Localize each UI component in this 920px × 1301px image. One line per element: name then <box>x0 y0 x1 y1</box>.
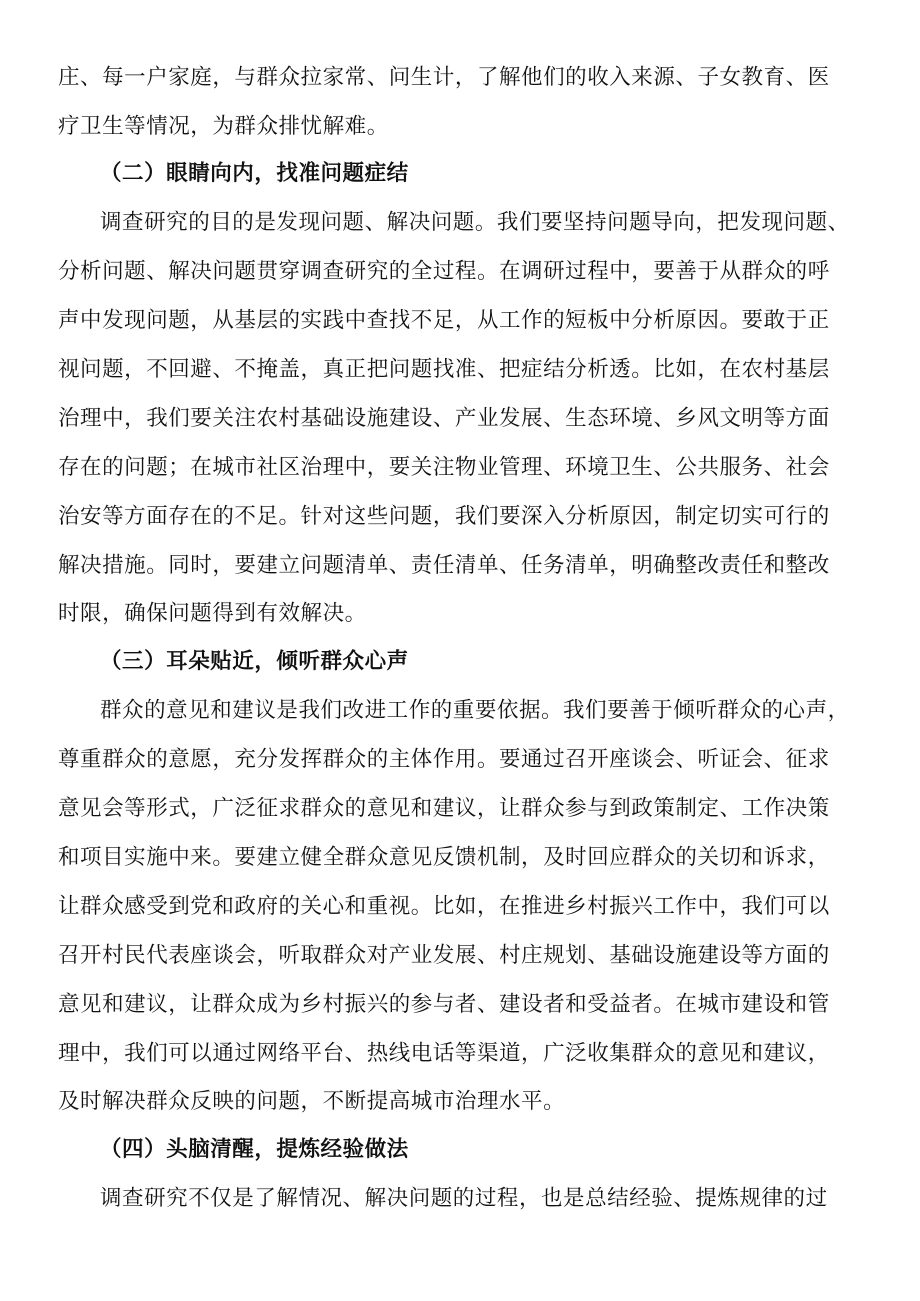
text-line: 群众的意见和建议是我们改进工作的重要依据。我们要善于倾听群众的心声， <box>100 698 850 723</box>
text-line: 意见和建议，让群众成为乡村振兴的参与者、建设者和受益者。在城市建设和管 <box>58 992 830 1017</box>
text-line: 分析问题、解决问题贯穿调查研究的全过程。在调研过程中，要善于从群众的呼 <box>58 259 830 284</box>
section-heading-4: （四）头脑清醒，提炼经验做法 <box>100 1137 409 1162</box>
text-line: 声中发现问题，从基层的实践中查找不足，从工作的短板中分析原因。要敢于正 <box>58 308 830 333</box>
text-line: 时限，确保问题得到有效解决。 <box>58 601 367 626</box>
text-line: 及时解决群众反映的问题，不断提高城市治理水平。 <box>58 1089 566 1114</box>
text-line: 存在的问题；在城市社区治理中，要关注物业管理、环境卫生、公共服务、社会 <box>58 455 830 480</box>
text-line: 意见会等形式，广泛征求群众的意见和建议，让群众参与到政策制定、工作决策 <box>58 796 830 821</box>
text-line: 调查研究的目的是发现问题、解决问题。我们要坚持问题导向，把发现问题、 <box>100 210 850 235</box>
text-line: 尊重群众的意愿，充分发挥群众的主体作用。要通过召开座谈会、听证会、征求 <box>58 747 830 772</box>
section-heading-3: （三）耳朵贴近，倾听群众心声 <box>100 649 409 674</box>
text-line: 治安等方面存在的不足。针对这些问题，我们要深入分析原因，制定切实可行的 <box>58 504 830 529</box>
text-line: 治理中，我们要关注农村基础设施建设、产业发展、生态环境、乡风文明等方面 <box>58 406 830 431</box>
text-line: 召开村民代表座谈会，听取群众对产业发展、村庄规划、基础设施建设等方面的 <box>58 943 830 968</box>
text-line: 调查研究不仅是了解情况、解决问题的过程，也是总结经验、提炼规律的过 <box>100 1186 828 1211</box>
text-line: 解决措施。同时，要建立问题清单、责任清单、任务清单，明确整改责任和整改 <box>58 553 830 578</box>
text-line: 疗卫生等情况，为群众排忧解难。 <box>58 114 389 139</box>
section-heading-2: （二）眼睛向内，找准问题症结 <box>100 161 409 186</box>
text-line: 理中，我们可以通过网络平台、热线电话等渠道，广泛收集群众的意见和建议， <box>58 1041 830 1066</box>
text-line: 和项目实施中来。要建立健全群众意见反馈机制，及时回应群众的关切和诉求， <box>58 845 830 870</box>
text-line: 让群众感受到党和政府的关心和重视。比如，在推进乡村振兴工作中，我们可以 <box>58 894 830 919</box>
text-line: 庄、每一户家庭，与群众拉家常、问生计，了解他们的收入来源、子女教育、医 <box>58 65 830 90</box>
text-line: 视问题，不回避、不掩盖，真正把问题找准、把症结分析透。比如，在农村基层 <box>58 357 830 382</box>
